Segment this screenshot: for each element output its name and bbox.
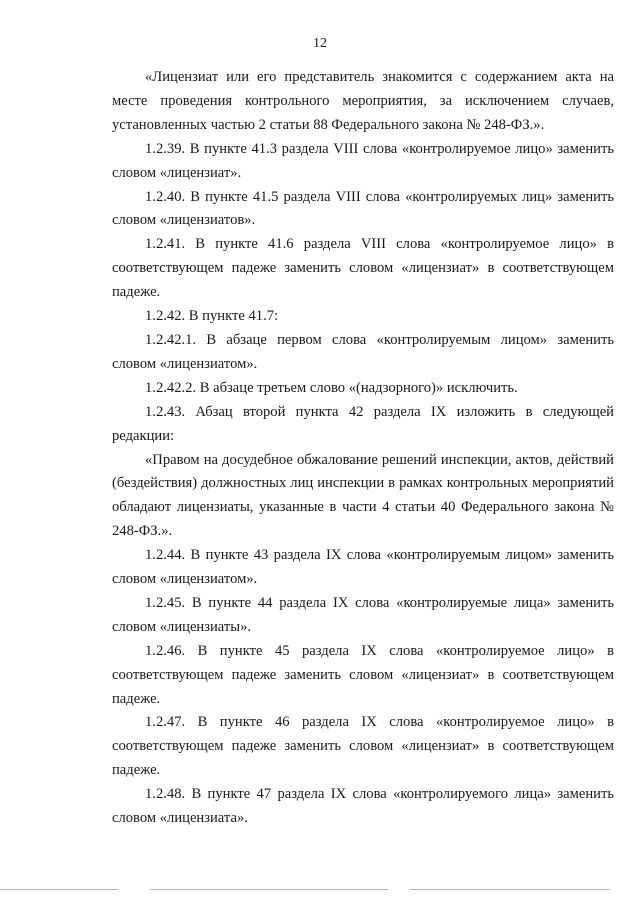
paragraph-1-2-42: 1.2.42. В пункте 41.7: [145, 308, 279, 325]
page-number: 12 [313, 36, 327, 51]
paragraph-1-2-45: 1.2.45. В пункте 44 раздела IX слова «контролируемые лица» заменить словом «лицензиаты». [112, 594, 614, 635]
paragraph-1-2-47: 1.2.47. В пункте 46 раздела IX слова «контролируемое лицо» в соответствующем падеже заменить словом «лицензиат» в соответствующем падеже. [112, 714, 614, 779]
paragraph-1-2-43: 1.2.43. Абзац второй пункта 42 раздела IX изложить в следующей редакции: [112, 403, 614, 444]
paragraph-1-2-42-1: 1.2.42.1. В абзаце первом слова «контролируемым лицом» заменить словом «лицензиатом». [112, 331, 614, 372]
paragraph-quote-act-familiarization: «Лицензиат или его представитель знакомится с содержанием акта на месте проведения контрольного мероприятия, за исключением случаев, установленных частью 2 статьи 88 Федерального закона № 248-ФЗ.». [112, 69, 614, 133]
paragraph-1-2-48: 1.2.48. В пункте 47 раздела IX слова «контролируемого лица» заменить словом «лицензиата». [112, 786, 614, 827]
footer-rule-middle [150, 889, 388, 890]
paragraph-1-2-46: 1.2.46. В пункте 45 раздела IX слова «контролируемое лицо» в соответствующем падеже заменить словом «лицензиат» в соответствующем падеже. [112, 642, 614, 707]
paragraph-1-2-42-2: 1.2.42.2. В абзаце третьем слово «(надзорного)» исключить. [145, 379, 518, 396]
document-body [112, 66, 614, 831]
footer-rule-left [0, 889, 118, 890]
paragraph-1-2-44: 1.2.44. В пункте 43 раздела IX слова «контролируемым лицом» заменить словом «лицензиатом». [112, 547, 614, 588]
paragraph-1-2-39: 1.2.39. В пункте 41.3 раздела VIII слова «контролируемое лицо» заменить словом «лицензиат». [112, 140, 614, 181]
paragraph-1-2-40: 1.2.40. В пункте 41.5 раздела VIII слова «контролируемых лиц» заменить словом «лицензиатов». [112, 188, 614, 229]
footer-rule-right [410, 889, 610, 890]
paragraph-1-2-41: 1.2.41. В пункте 41.6 раздела VIII слова «контролируемое лицо» в соответствующем падеже заменить словом «лицензиат» в соответствующем падеже. [112, 236, 614, 301]
paragraph-quote-appeal-right: «Правом на досудебное обжалование решений инспекции, актов, действий (бездействия) должностных лиц инспекции в рамках контрольных мероприятий обладают лицензиаты, указанные в части 4 статьи 40 Федерального закона № 248-ФЗ.». [112, 451, 614, 540]
